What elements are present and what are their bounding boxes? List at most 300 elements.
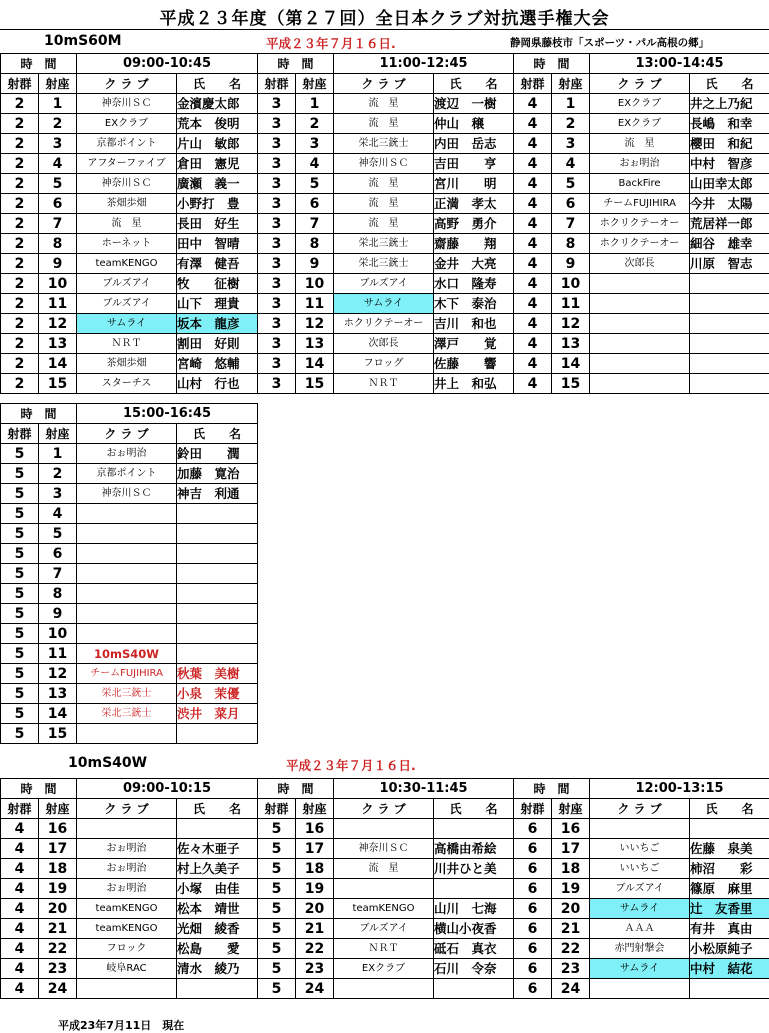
table-row (1, 274, 258, 294)
table-row (258, 919, 514, 939)
name-cell (177, 624, 258, 644)
table-row (1, 624, 258, 644)
seat-cell: 16 (39, 819, 77, 839)
club-cell: 神奈川ＳＣ (334, 154, 434, 174)
seat-cell: 6 (39, 194, 77, 214)
club-cell: 茶畑歩畑 (77, 194, 177, 214)
table-row (258, 114, 514, 134)
group-cell: 5 (1, 464, 39, 484)
name-cell (177, 564, 258, 584)
table-row (258, 314, 514, 334)
club-cell: teamKENGO (77, 254, 177, 274)
table-row (258, 274, 514, 294)
seat-cell: 6 (552, 194, 590, 214)
group-cell: 6 (514, 959, 552, 979)
club-cell: サムライ (334, 294, 434, 314)
time-header: 時 間 (1, 779, 77, 799)
group-cell: 3 (258, 274, 296, 294)
table-row (258, 959, 514, 979)
time-header: 時 間 (1, 54, 77, 74)
seat-cell: 1 (296, 94, 334, 114)
name-cell: 秋葉 美樹 (177, 664, 258, 684)
name-cell (177, 584, 258, 604)
seat-cell: 17 (296, 839, 334, 859)
name-cell: 佐藤 泉美 (690, 839, 769, 859)
time-slot: 09:00-10:45 (77, 54, 258, 74)
name-cell (690, 354, 769, 374)
table-row (1, 464, 258, 484)
name-cell: 正満 孝太 (434, 194, 514, 214)
seat-cell: 11 (296, 294, 334, 314)
club-header: ク ラ ブ (77, 799, 177, 819)
group-cell: 6 (514, 819, 552, 839)
time-slot: 09:00-10:15 (77, 779, 258, 799)
club-cell: 流 星 (77, 214, 177, 234)
seat-cell: 3 (296, 134, 334, 154)
table-row (1, 194, 258, 214)
group-cell: 5 (1, 584, 39, 604)
group-cell: 3 (258, 314, 296, 334)
name-cell: 山田幸太郎 (690, 174, 769, 194)
name-cell: 山川 七海 (434, 899, 514, 919)
table-row (514, 374, 769, 394)
group-cell: 4 (514, 234, 552, 254)
name-cell: 中村 智彦 (690, 154, 769, 174)
group-cell: 4 (514, 334, 552, 354)
seat-cell: 18 (552, 859, 590, 879)
seat-header: 射座 (552, 799, 590, 819)
seat-header: 射座 (39, 799, 77, 819)
time-header: 時 間 (1, 404, 77, 424)
name-cell: 荒本 俊明 (177, 114, 258, 134)
name-cell: 川井ひと美 (434, 859, 514, 879)
table-row (1, 94, 258, 114)
group-cell: 3 (258, 334, 296, 354)
name-cell: 小松原純子 (690, 939, 769, 959)
table-row (258, 354, 514, 374)
name-cell: 有井 真由 (690, 919, 769, 939)
name-cell: 牧 征樹 (177, 274, 258, 294)
club-cell (590, 334, 690, 354)
club-cell: 流 星 (334, 114, 434, 134)
seat-cell: 14 (296, 354, 334, 374)
name-cell: 佐藤 響 (434, 354, 514, 374)
seat-cell: 3 (39, 134, 77, 154)
group-cell: 6 (514, 839, 552, 859)
club-cell (590, 354, 690, 374)
group-cell: 5 (258, 959, 296, 979)
group-cell: 4 (1, 959, 39, 979)
club-cell: teamKENGO (77, 899, 177, 919)
seat-header: 射座 (552, 74, 590, 94)
name-cell: 齋藤 翔 (434, 234, 514, 254)
group-cell: 5 (1, 564, 39, 584)
seat-cell: 17 (552, 839, 590, 859)
group-cell: 2 (1, 134, 39, 154)
club-cell: 流 星 (334, 194, 434, 214)
table-row (258, 879, 514, 899)
seat-cell: 11 (39, 644, 77, 664)
schedule-table-block-4 (0, 403, 258, 744)
name-cell (434, 819, 514, 839)
group-cell: 3 (258, 214, 296, 234)
group-header: 射群 (514, 799, 552, 819)
club-cell (77, 584, 177, 604)
table-row (258, 234, 514, 254)
club-header: ク ラ ブ (77, 424, 177, 444)
club-header: ク ラ ブ (590, 74, 690, 94)
group-cell: 5 (258, 859, 296, 879)
seat-cell: 7 (39, 214, 77, 234)
group-cell: 2 (1, 274, 39, 294)
seat-cell: 2 (552, 114, 590, 134)
club-cell (590, 294, 690, 314)
group-cell: 4 (1, 839, 39, 859)
table-row (1, 879, 258, 899)
seat-cell: 3 (552, 134, 590, 154)
table-row (1, 584, 258, 604)
name-cell: 有澤 健吾 (177, 254, 258, 274)
table-row (1, 979, 258, 999)
club-cell: 次郎長 (334, 334, 434, 354)
club-cell: 流 星 (590, 134, 690, 154)
name-cell: 村上久美子 (177, 859, 258, 879)
table-row (514, 154, 769, 174)
table-row (514, 879, 769, 899)
group-cell: 4 (514, 194, 552, 214)
club-cell: ＡＡＡ (590, 919, 690, 939)
club-cell: 神奈川ＳＣ (77, 94, 177, 114)
club-cell: 流 星 (334, 94, 434, 114)
group-header: 射群 (258, 74, 296, 94)
club-cell: BackFire (590, 174, 690, 194)
group-cell: 6 (514, 879, 552, 899)
table-row (514, 939, 769, 959)
club-cell (77, 544, 177, 564)
table-row (514, 919, 769, 939)
group-cell: 3 (258, 354, 296, 374)
seat-cell: 1 (39, 94, 77, 114)
name-cell (177, 819, 258, 839)
club-cell: 栄北三銃士 (334, 254, 434, 274)
table-row (1, 174, 258, 194)
table-row (258, 334, 514, 354)
schedule-table-block-1 (0, 53, 258, 394)
name-cell: 倉田 憲児 (177, 154, 258, 174)
table-row (514, 979, 769, 999)
name-cell (177, 979, 258, 999)
seat-cell: 11 (552, 294, 590, 314)
name-cell: 山下 理貴 (177, 294, 258, 314)
club-cell: ＮＲＴ (334, 374, 434, 394)
club-cell (77, 604, 177, 624)
seat-cell: 12 (552, 314, 590, 334)
table-row (258, 154, 514, 174)
table-row (1, 504, 258, 524)
club-cell: 神奈川ＳＣ (77, 484, 177, 504)
group-cell: 5 (1, 444, 39, 464)
name-cell (177, 724, 258, 744)
name-cell (434, 979, 514, 999)
club-cell: ブルズアイ (334, 919, 434, 939)
club-cell (590, 314, 690, 334)
club-cell: 栄北三銃士 (77, 684, 177, 704)
seat-cell: 22 (552, 939, 590, 959)
group-cell: 4 (514, 354, 552, 374)
table-row (514, 959, 769, 979)
name-cell (690, 274, 769, 294)
time-slot: 13:00-14:45 (590, 54, 769, 74)
table-row (258, 134, 514, 154)
name-cell (177, 604, 258, 624)
seat-cell: 12 (39, 314, 77, 334)
club-cell: EXクラブ (77, 114, 177, 134)
group-cell: 4 (514, 274, 552, 294)
seat-cell: 12 (39, 664, 77, 684)
seat-cell: 2 (296, 114, 334, 134)
group-cell: 5 (258, 879, 296, 899)
table-row (258, 174, 514, 194)
name-cell: 櫻田 和紀 (690, 134, 769, 154)
group-cell: 4 (514, 254, 552, 274)
seat-cell: 22 (39, 939, 77, 959)
time-header: 時 間 (258, 779, 334, 799)
name-cell (690, 334, 769, 354)
group-cell: 6 (514, 899, 552, 919)
seat-cell: 5 (39, 174, 77, 194)
name-cell: 松島 愛 (177, 939, 258, 959)
table-row (258, 374, 514, 394)
table-row (1, 334, 258, 354)
group-cell: 4 (514, 294, 552, 314)
table-row (258, 939, 514, 959)
club-cell (334, 879, 434, 899)
table-row (1, 919, 258, 939)
club-cell: 10mS40W (77, 644, 177, 664)
club-cell (77, 524, 177, 544)
club-header: ク ラ ブ (334, 799, 434, 819)
table-row (514, 174, 769, 194)
seat-cell: 6 (296, 194, 334, 214)
group-cell: 4 (514, 314, 552, 334)
seat-cell: 24 (552, 979, 590, 999)
name-cell: 神吉 利通 (177, 484, 258, 504)
club-cell (77, 819, 177, 839)
name-cell: 廣瀬 義一 (177, 174, 258, 194)
seat-cell: 13 (552, 334, 590, 354)
name-cell: 割田 好則 (177, 334, 258, 354)
table-row (1, 254, 258, 274)
schedule-table-block-6 (257, 778, 514, 999)
seat-cell: 4 (552, 154, 590, 174)
club-cell (590, 979, 690, 999)
table-row (514, 194, 769, 214)
name-header: 氏 名 (434, 74, 514, 94)
table-row (514, 134, 769, 154)
name-cell: 吉田 亨 (434, 154, 514, 174)
table-row (514, 334, 769, 354)
name-cell: 田中 智晴 (177, 234, 258, 254)
club-cell: アフターファイブ (77, 154, 177, 174)
venue: 静岡県藤枝市「スポーツ・パル高根の郷」 (510, 37, 710, 49)
club-cell (590, 819, 690, 839)
name-cell: 荒居祥一郎 (690, 214, 769, 234)
club-cell: ＮＲＴ (77, 334, 177, 354)
schedule-table-block-7 (513, 778, 769, 999)
club-header: ク ラ ブ (334, 74, 434, 94)
group-cell: 5 (1, 684, 39, 704)
club-cell: スターチス (77, 374, 177, 394)
seat-cell: 14 (39, 704, 77, 724)
seat-cell: 21 (39, 919, 77, 939)
group-cell: 2 (1, 374, 39, 394)
name-cell: 光畑 綾香 (177, 919, 258, 939)
name-cell: 金濱慶太郎 (177, 94, 258, 114)
seat-cell: 4 (39, 504, 77, 524)
table-row (1, 644, 258, 664)
group-cell: 5 (1, 484, 39, 504)
group-cell: 2 (1, 214, 39, 234)
group-cell: 4 (514, 374, 552, 394)
table-row (258, 254, 514, 274)
name-cell: 川原 智志 (690, 254, 769, 274)
name-cell: 宮川 明 (434, 174, 514, 194)
table-row (1, 154, 258, 174)
table-row (258, 899, 514, 919)
seat-cell: 8 (296, 234, 334, 254)
table-row (1, 134, 258, 154)
group-cell: 5 (258, 839, 296, 859)
name-cell: 渡辺 一樹 (434, 94, 514, 114)
seat-header: 射座 (39, 74, 77, 94)
club-cell: ブルズアイ (334, 274, 434, 294)
name-cell: 渋井 菜月 (177, 704, 258, 724)
seat-cell: 13 (296, 334, 334, 354)
footer-date: 平成23年7月11日 現在 (58, 1019, 185, 1032)
name-cell (690, 374, 769, 394)
name-cell: 山村 行也 (177, 374, 258, 394)
group-cell: 3 (258, 194, 296, 214)
group-header: 射群 (258, 799, 296, 819)
seat-cell: 5 (39, 524, 77, 544)
group-cell: 2 (1, 94, 39, 114)
club-cell: 京都ポイント (77, 464, 177, 484)
club-cell: フロッグ (334, 354, 434, 374)
name-cell: 辻 友香里 (690, 899, 769, 919)
name-cell: 高橋由希絵 (434, 839, 514, 859)
time-slot: 10:30-11:45 (334, 779, 514, 799)
club-cell (334, 979, 434, 999)
group-cell: 5 (1, 624, 39, 644)
club-cell: いいちご (590, 859, 690, 879)
name-cell: 横山小夜香 (434, 919, 514, 939)
club-cell (77, 979, 177, 999)
group-cell: 3 (258, 134, 296, 154)
name-header: 氏 名 (177, 74, 258, 94)
schedule-table-block-5 (0, 778, 258, 999)
table-row (1, 959, 258, 979)
name-cell: 木下 泰治 (434, 294, 514, 314)
seat-cell: 19 (552, 879, 590, 899)
group-cell: 5 (258, 899, 296, 919)
seat-cell: 4 (296, 154, 334, 174)
group-cell: 5 (1, 524, 39, 544)
table-row (1, 354, 258, 374)
club-cell: サムライ (77, 314, 177, 334)
seat-cell: 1 (39, 444, 77, 464)
name-cell: 小野打 豊 (177, 194, 258, 214)
group-cell: 3 (258, 94, 296, 114)
name-cell: 今井 太陽 (690, 194, 769, 214)
group-cell: 4 (1, 939, 39, 959)
name-cell: 井之上乃紀 (690, 94, 769, 114)
table-row (1, 444, 258, 464)
seat-cell: 9 (296, 254, 334, 274)
name-cell (690, 314, 769, 334)
table-row (1, 819, 258, 839)
time-header: 時 間 (514, 54, 590, 74)
group-cell: 5 (1, 644, 39, 664)
seat-cell: 22 (296, 939, 334, 959)
club-cell: フロック (77, 939, 177, 959)
club-cell (77, 724, 177, 744)
club-cell: 茶畑歩畑 (77, 354, 177, 374)
table-row (258, 94, 514, 114)
table-row (258, 979, 514, 999)
table-row (1, 899, 258, 919)
seat-cell: 18 (39, 859, 77, 879)
seat-cell: 23 (39, 959, 77, 979)
name-cell: 高野 勇介 (434, 214, 514, 234)
seat-cell: 15 (296, 374, 334, 394)
seat-cell: 17 (39, 839, 77, 859)
group-cell: 6 (514, 979, 552, 999)
group-cell: 2 (1, 194, 39, 214)
name-cell (177, 524, 258, 544)
seat-cell: 10 (296, 274, 334, 294)
name-cell: 清水 綾乃 (177, 959, 258, 979)
table-row (1, 114, 258, 134)
club-cell: おぉ明治 (590, 154, 690, 174)
group-cell: 4 (514, 134, 552, 154)
group-cell: 4 (514, 214, 552, 234)
name-cell (177, 644, 258, 664)
seat-cell: 8 (39, 584, 77, 604)
club-cell: ブルズアイ (77, 294, 177, 314)
table-row (1, 234, 258, 254)
club-cell: 流 星 (334, 214, 434, 234)
table-row (258, 839, 514, 859)
group-cell: 4 (1, 899, 39, 919)
club-cell: いいちご (590, 839, 690, 859)
name-cell: 仲山 穣 (434, 114, 514, 134)
table-row (1, 524, 258, 544)
divider (0, 29, 769, 30)
seat-cell: 4 (39, 154, 77, 174)
group-cell: 6 (514, 919, 552, 939)
group-cell: 5 (1, 504, 39, 524)
name-header: 氏 名 (177, 424, 258, 444)
seat-cell: 16 (296, 819, 334, 839)
seat-header: 射座 (39, 424, 77, 444)
group-cell: 4 (1, 819, 39, 839)
club-cell: EXクラブ (334, 959, 434, 979)
club-cell: 流 星 (334, 174, 434, 194)
group-header: 射群 (1, 424, 39, 444)
table-row (258, 194, 514, 214)
club-cell (334, 819, 434, 839)
seat-cell: 15 (39, 374, 77, 394)
